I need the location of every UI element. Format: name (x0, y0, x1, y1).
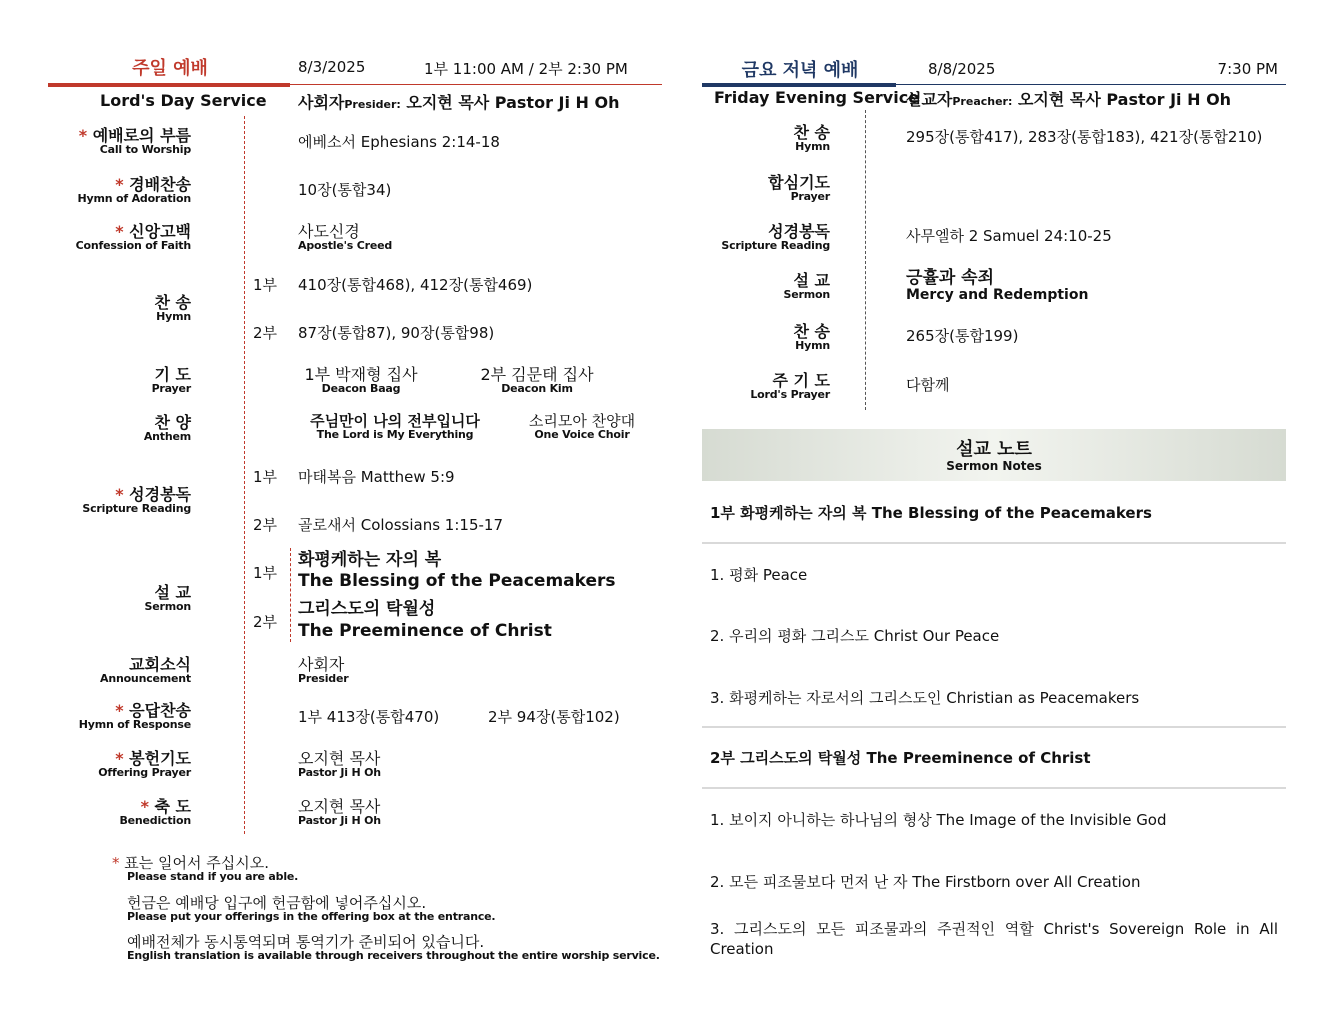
sunday-times: 1부 11:00 AM / 2부 2:30 PM (424, 60, 628, 78)
call-to-worship-value: 에베소서 Ephesians 2:14-18 (298, 133, 500, 151)
label-sermon: 설 교 Sermon (144, 583, 191, 613)
preacher-sub: Preacher: (952, 95, 1013, 108)
friday-title-underline (702, 83, 896, 87)
sermon-notes-subtitle: Sermon Notes (946, 459, 1042, 473)
friday-scripture-value: 사무엘하 2 Samuel 24:10-25 (906, 227, 1112, 245)
friday-sermon-title: 긍휼과 속죄 Mercy and Redemption (906, 268, 1089, 303)
presider-name: 오지현 목사 Pastor Ji H Oh (406, 93, 620, 112)
label-offering-prayer: * 봉헌기도 Offering Prayer (98, 749, 191, 779)
label-call-to-worship: * 예배로의 부름 Call to Worship (78, 126, 191, 156)
hymn-service1-label: 1부 (253, 276, 278, 294)
announcement-value: 사회자 Presider (298, 655, 349, 685)
preacher-label: 설교자 (906, 90, 953, 109)
sermon-title-1: 화평케하는 자의 복 The Blessing of the Peacemakers (298, 550, 616, 591)
label-confession-of-faith: * 신앙고백 Confession of Faith (75, 222, 191, 252)
notes-point: 1. 보이지 아니하는 하나님의 형상 The Image of the Invisible God (710, 811, 1167, 829)
friday-label-lords-prayer: 주 기 도 Lord's Prayer (750, 371, 830, 401)
sermon-title-2: 그리스도의 탁월성 The Preeminence of Christ (298, 599, 552, 641)
label-hymn-of-response: * 응답찬송 Hymn of Response (78, 701, 191, 731)
friday-header-rule (896, 84, 1286, 85)
sunday-title: 주일 예배 (132, 58, 208, 79)
footnote-translation: 예배전체가 동시통역되며 통역기가 준비되어 있습니다. English translation is available through receivers throughout the entire worship service. (127, 933, 660, 962)
presider-label: 사회자 (298, 93, 345, 112)
notes-heading-2: 2부 그리스도의 탁월성 The Preeminence of Christ (710, 749, 1091, 767)
sunday-en-title: Lord's Day Service (100, 91, 267, 110)
friday-time: 7:30 PM (1217, 60, 1278, 78)
label-announcement: 교회소식 Announcement (100, 655, 191, 685)
label-hymn-of-adoration: * 경배찬송 Hymn of Adoration (77, 175, 191, 205)
notes-separator (702, 726, 1286, 728)
label-anthem: 찬 양 Anthem (143, 413, 191, 443)
sermon-service1-label: 1부 (253, 564, 278, 582)
prayer-leader-1: 1부 박재형 집사 Deacon Baag (304, 365, 418, 395)
hymn-of-adoration-value: 10장(통합34) (298, 181, 392, 199)
scripture-service2-value: 골로새서 Colossians 1:15-17 (298, 516, 503, 534)
sermon-divider (290, 548, 291, 642)
notes-heading-1: 1부 화평케하는 자의 복 The Blessing of the Peacemakers (710, 504, 1152, 522)
notes-separator (702, 787, 1286, 789)
offering-prayer-value: 오지현 목사 Pastor Ji H Oh (298, 749, 381, 779)
friday-label-hymn-1: 찬 송 Hymn (793, 123, 830, 153)
friday-en-title: Friday Evening Service (714, 88, 920, 107)
scripture-service1-value: 마태복음 Matthew 5:9 (298, 468, 455, 486)
friday-label-prayer: 합심기도 Prayer (768, 173, 830, 203)
label-benediction: * 축 도 Benediction (119, 797, 191, 827)
friday-divider (865, 110, 866, 410)
response-service1: 1부 413장(통합470) (298, 708, 440, 726)
preacher-name: 오지현 목사 Pastor Ji H Oh (1017, 90, 1232, 109)
notes-point: 2. 우리의 평화 그리스도 Christ Our Peace (710, 627, 1000, 645)
label-scripture-reading: * 성경봉독 Scripture Reading (82, 485, 191, 515)
sunday-header-rule (290, 84, 662, 85)
friday-label-scripture: 성경봉독 Scripture Reading (721, 222, 830, 252)
scripture-service1-label: 1부 (253, 468, 278, 486)
notes-point: 2. 모든 피조물보다 먼저 난 자 The Firstborn over All Creation (710, 873, 1141, 891)
notes-separator (702, 542, 1286, 544)
friday-hymn-2-value: 265장(통합199) (906, 327, 1019, 345)
confession-of-faith-value: 사도신경 Apostle's Creed (298, 222, 393, 252)
anthem-choir: 소리모아 찬양대 One Voice Choir (528, 412, 636, 441)
sunday-divider (244, 116, 245, 834)
friday-preacher (906, 87, 1231, 110)
sunday-presider (298, 90, 620, 113)
footnote-stand: * 표는 일어서 주십시오. Please stand if you are able. (112, 854, 299, 883)
sermon-notes-header (702, 429, 1286, 481)
footnote-offering: 헌금은 예배당 입구에 헌금함에 넣어주십시오. Please put your offerings in the offering box at the entrance. (127, 894, 496, 923)
prayer-leader-2: 2부 김문태 집사 Deacon Kim (480, 365, 594, 395)
notes-point: 3. 화평케하는 자로서의 그리스도인 Christian as Peacemakers (710, 689, 1140, 707)
response-service2: 2부 94장(통합102) (488, 708, 620, 726)
hymn-service1-value: 410장(통합468), 412장(통합469) (298, 276, 533, 294)
sunday-date: 8/3/2025 (298, 58, 366, 76)
presider-sub: Presider: (344, 98, 401, 111)
friday-date: 8/8/2025 (928, 60, 996, 78)
friday-hymn-1-value: 295장(통합417), 283장(통합183), 421장(통합210) (906, 128, 1263, 146)
hymn-service2-label: 2부 (253, 324, 278, 342)
scripture-service2-label: 2부 (253, 516, 278, 534)
sermon-notes-title: 설교 노트 (956, 439, 1032, 460)
friday-lords-prayer-value: 다함께 (906, 376, 950, 394)
anthem-song: 주님만이 나의 전부입니다 The Lord is My Everything (310, 412, 480, 441)
friday-label-hymn-2: 찬 송 Hymn (793, 322, 830, 352)
sermon-service2-label: 2부 (253, 613, 278, 631)
label-prayer: 기 도 Prayer (151, 365, 191, 395)
friday-label-sermon: 설 교 Sermon (783, 271, 830, 301)
sunday-title-underline (48, 83, 290, 87)
notes-point: 1. 평화 Peace (710, 566, 808, 584)
hymn-service2-value: 87장(통합87), 90장(통합98) (298, 324, 495, 342)
notes-point: 3. 그리스도의 모든 피조물과의 주권적인 역할 Christ's Sovereign Role in All Creation (710, 920, 1278, 958)
benediction-value: 오지현 목사 Pastor Ji H Oh (298, 797, 381, 827)
label-hymn: 찬 송 Hymn (154, 293, 191, 323)
friday-title: 금요 저녁 예배 (741, 60, 859, 81)
